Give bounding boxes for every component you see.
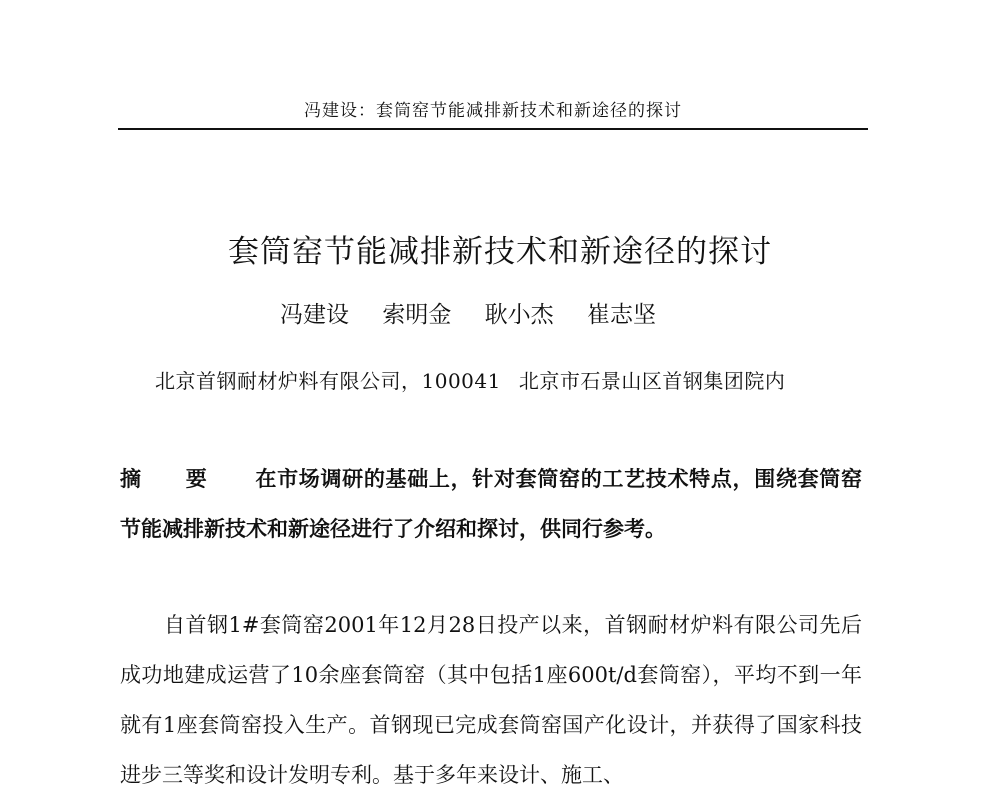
header-rule — [118, 128, 868, 130]
abstract-text: 在市场调研的基础上，针对套筒窑的工艺技术特点，围绕套筒窑节能减排新技术和新途径进行了介绍和探讨，供同行参考。 — [120, 466, 863, 541]
author-name: 耿小杰 — [484, 302, 554, 328]
affiliation-address: 北京市石景山区首钢集团院内 — [518, 369, 786, 393]
running-header: 冯建设：套筒窑节能减排新技术和新途径的探讨 — [304, 101, 682, 121]
author-name: 崔志坚 — [586, 302, 656, 328]
paper-title: 套筒窑节能减排新技术和新途径的探讨 — [228, 234, 772, 270]
body-paragraph: 自首钢1#套筒窑2001年12月28日投产以来，首钢耐材炉料有限公司先后成功地建成运营了10余座套筒窑（其中包括1座600t/d套筒窑），平均不到一年就有1座套筒窑投入生产。首钢现已完成套筒窑国产化设计，并获得了国家科技进步三等奖和设计发明专利。基于多年来设计、施工、 — [120, 613, 862, 787]
abstract — [120, 454, 862, 554]
author-name: 冯建设 — [280, 302, 349, 328]
author-name: 索明金 — [382, 302, 452, 328]
author-list — [280, 296, 682, 329]
abstract-label: 摘 要 — [120, 466, 226, 491]
affiliation-organization: 北京首钢耐材炉料有限公司，100041 — [155, 369, 501, 393]
affiliation — [155, 365, 785, 394]
